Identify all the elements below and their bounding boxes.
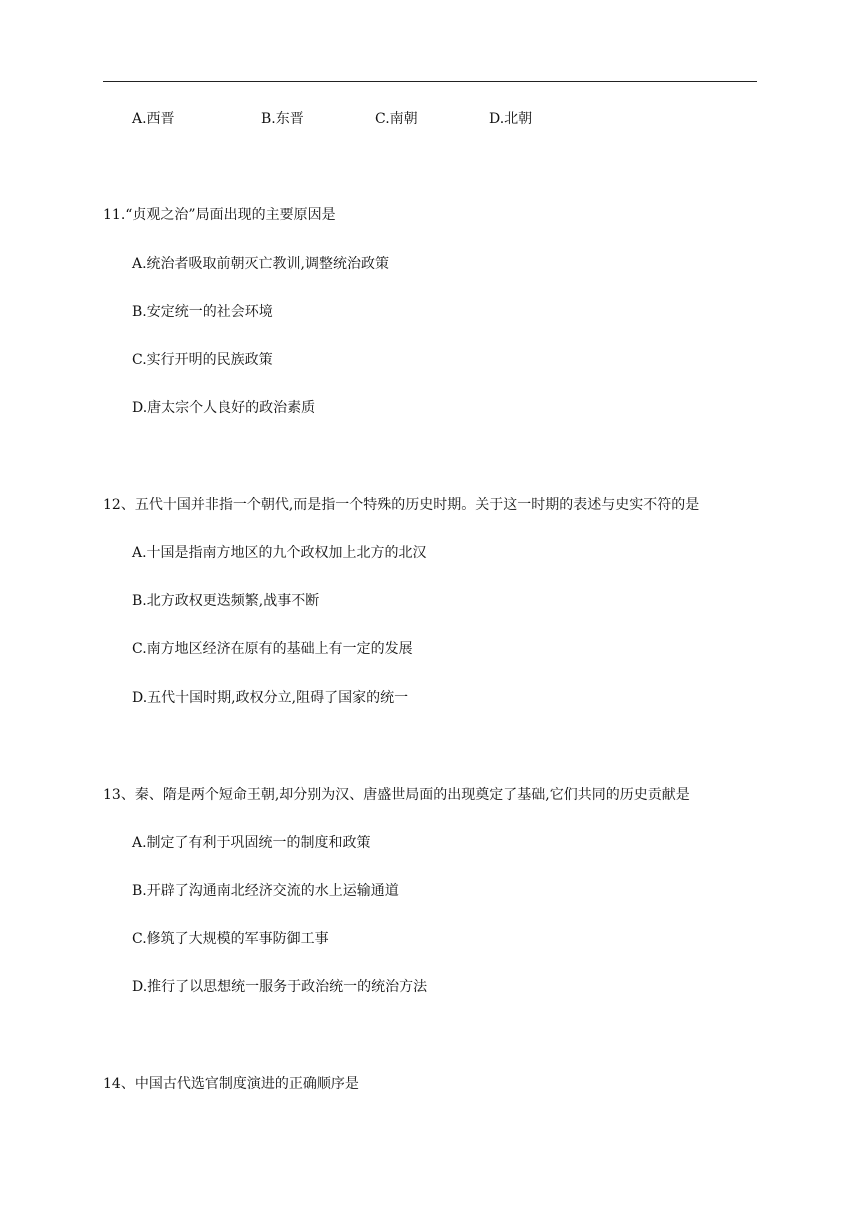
q10-option-c: C.南朝 [375, 111, 418, 127]
q10-options [0, 109, 860, 129]
q11-option-d: D.唐太宗个人良好的政治素质 [132, 400, 316, 416]
q11-option-a: A.统治者吸取前朝灭亡教训,调整统治政策 [132, 256, 390, 272]
q12-option-d: D.五代十国时期,政权分立,阻碍了国家的统一 [132, 690, 409, 706]
header-rule [103, 81, 757, 82]
q13-option-b: B.开辟了沟通南北经济交流的水上运输通道 [132, 883, 399, 899]
q13-option-d: D.推行了以思想统一服务于政治统一的统治方法 [132, 979, 428, 995]
q13-option-c: C.修筑了大规模的军事防御工事 [132, 931, 329, 947]
q12-option-b: B.北方政权更迭频繁,战事不断 [132, 593, 320, 609]
q12-stem: 12、五代十国并非指一个朝代,而是指一个特殊的历史时期。关于这一时期的表述与史实不符的是 [103, 497, 700, 513]
q11-stem: 11.“贞观之治”局面出现的主要原因是 [103, 207, 336, 223]
q10-option-a: A.西晋 [132, 111, 175, 127]
q13-option-a: A.制定了有利于巩固统一的制度和政策 [132, 835, 371, 851]
q14-stem: 14、中国古代选官制度演进的正确顺序是 [103, 1076, 359, 1092]
q11-option-c: C.实行开明的民族政策 [132, 352, 273, 368]
q13-stem: 13、秦、隋是两个短命王朝,却分别为汉、唐盛世局面的出现奠定了基础,它们共同的历史贡献是 [103, 787, 690, 803]
q10-option-d: D.北朝 [489, 111, 533, 127]
q12-option-c: C.南方地区经济在原有的基础上有一定的发展 [132, 641, 413, 657]
q11-option-b: B.安定统一的社会环境 [132, 304, 273, 320]
q12-option-a: A.十国是指南方地区的九个政权加上北方的北汉 [132, 545, 427, 561]
q10-option-b: B.东晋 [261, 111, 304, 127]
